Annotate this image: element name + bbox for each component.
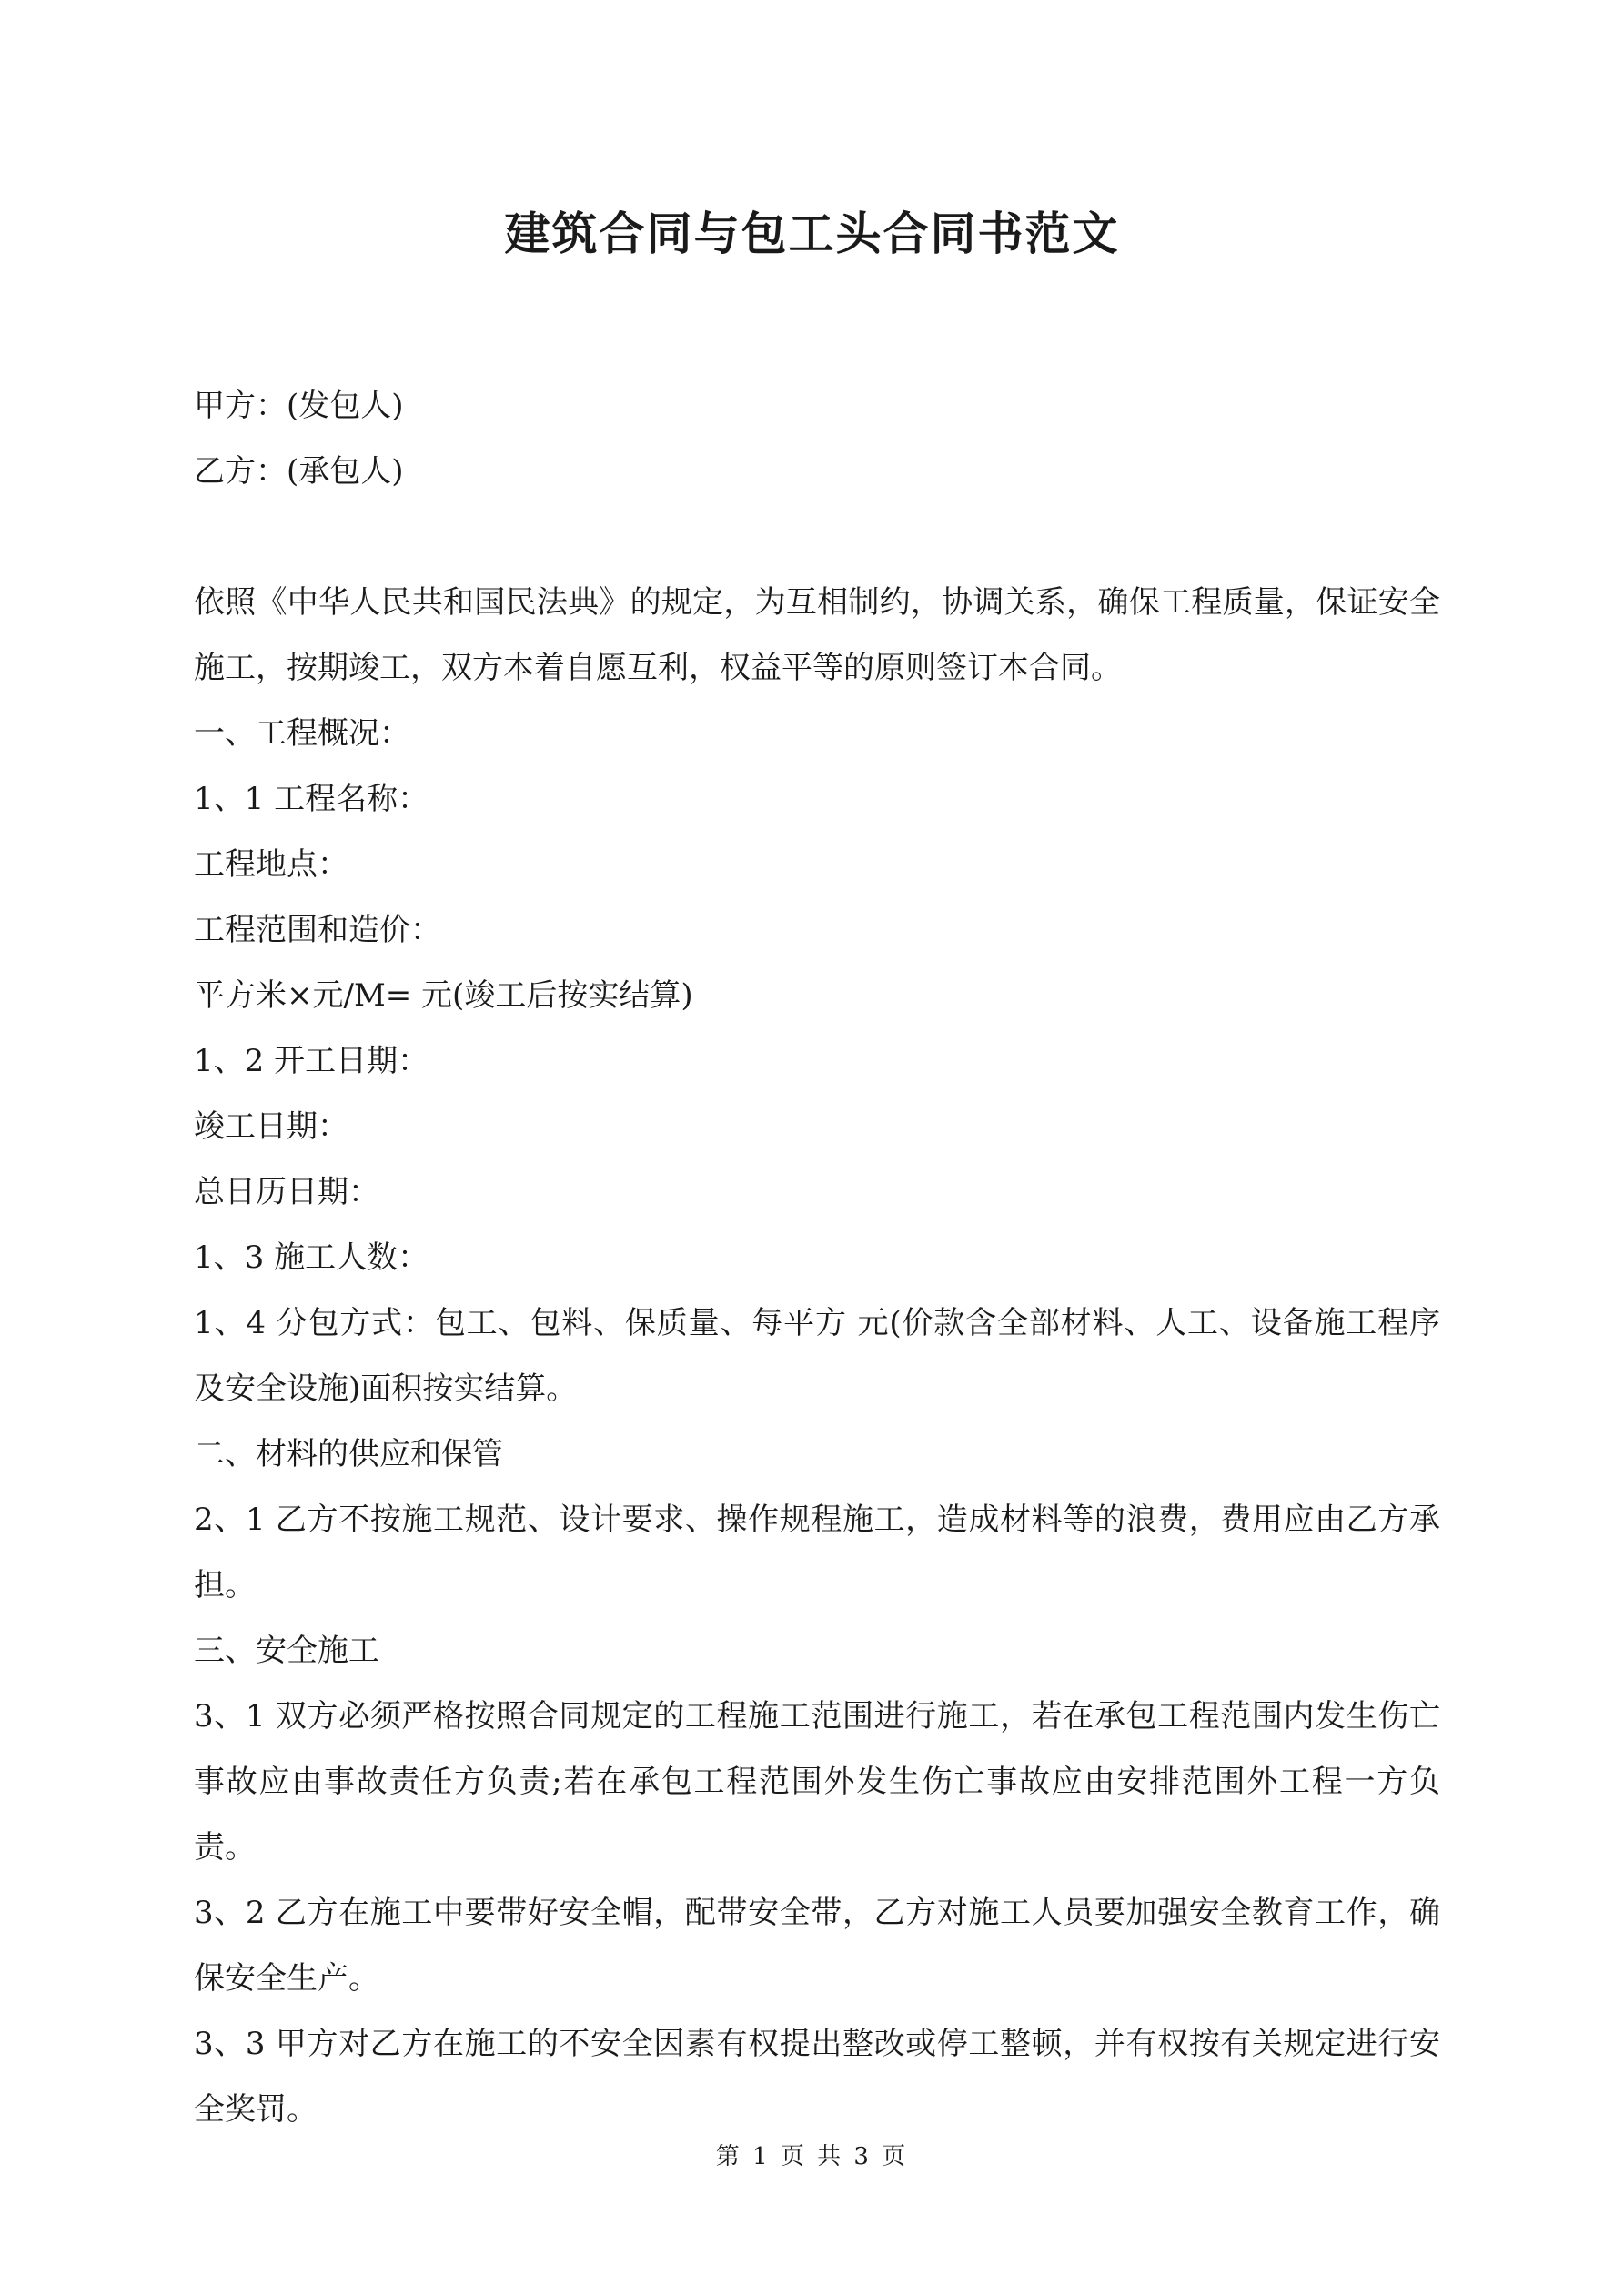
intro-paragraph: 依照《中华人民共和国民法典》的规定，为互相制约，协调关系，确保工程质量，保证安全施工，按期竣工，双方本着自愿互利，权益平等的原则签订本合同。: [194, 584, 1440, 686]
document-body: [194, 373, 1440, 2142]
project-price: 平方米×元/M= 元(竣工后按实结算): [194, 977, 693, 1014]
item-1-4: 1、4 分包方式：包工、包料、保质量、每平方 元(价款含全部材料、人工、设备施工程序及安全设施)面积按实结算。: [194, 1305, 1440, 1407]
project-location: 工程地点：: [194, 846, 348, 883]
item-1-2: 1、2 开工日期：: [194, 1043, 429, 1079]
page-footer: 第 1 页 共 3 页: [715, 2143, 909, 2170]
item-3-1: 3、1 双方必须严格按照合同规定的工程施工范围进行施工，若在承包工程范围内发生伤亡事故应由事故责任方负责;若在承包工程范围外发生伤亡事故应由安排范围外工程一方负责。: [194, 1698, 1440, 1866]
section-3-heading: 三、安全施工: [194, 1633, 379, 1669]
item-1-1: 1、1 工程名称：: [194, 781, 429, 817]
item-3-3: 3、3 甲方对乙方在施工的不安全因素有权提出整改或停工整顿，并有权按有关规定进行安全奖罚。: [194, 2026, 1440, 2128]
item-3-2: 3、2 乙方在施工中要带好安全帽，配带安全带，乙方对施工人员要加强安全教育工作，确保安全生产。: [194, 1895, 1440, 1997]
completion-date: 竣工日期：: [194, 1108, 348, 1145]
project-scope: 工程范围和造价：: [194, 912, 441, 948]
total-days: 总日历日期：: [194, 1174, 379, 1210]
document-title: 建筑合同与包工头合同书范文: [504, 207, 1120, 260]
party-b: 乙方：(承包人): [194, 453, 404, 490]
party-a: 甲方：(发包人): [194, 388, 404, 424]
item-1-3: 1、3 施工人数：: [194, 1239, 429, 1276]
section-2-heading: 二、材料的供应和保管: [194, 1436, 503, 1472]
blank-line: [194, 504, 1440, 570]
item-2-1: 2、1 乙方不按施工规范、设计要求、操作规程施工，造成材料等的浪费，费用应由乙方承担。: [194, 1502, 1440, 1603]
section-1-heading: 一、工程概况：: [194, 715, 410, 752]
